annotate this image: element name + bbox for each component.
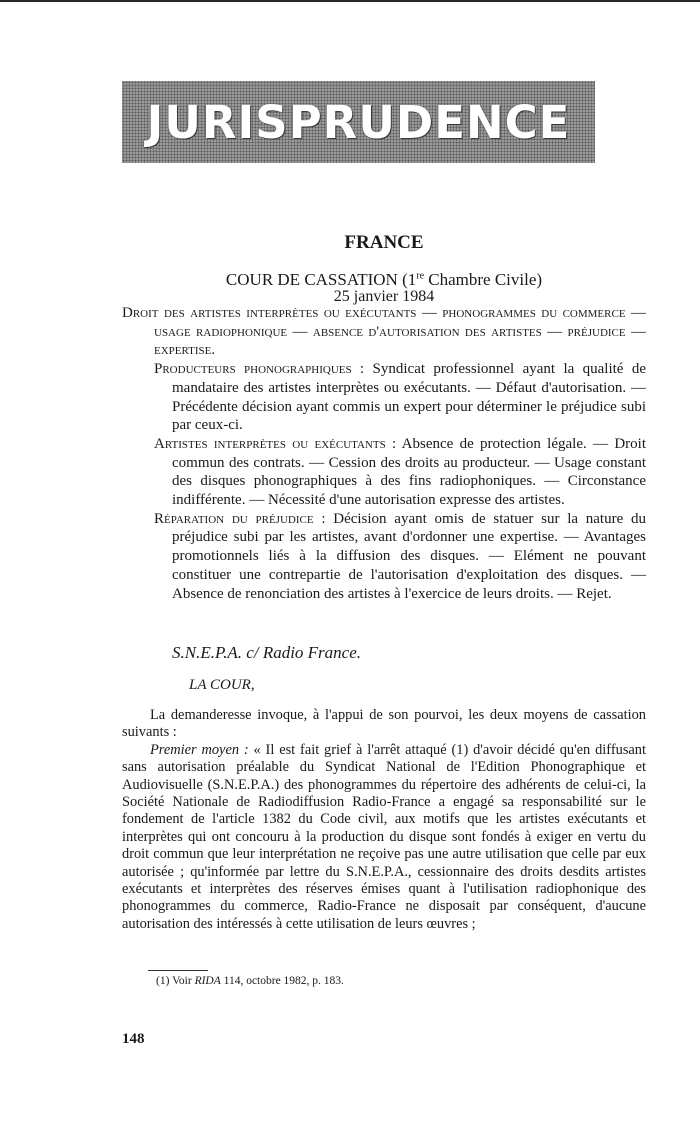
footnote	[122, 975, 680, 987]
court-chamber: Chambre Civile)	[424, 270, 543, 289]
section-banner	[122, 81, 595, 163]
section-title: JURISPRUDENCE	[146, 95, 571, 149]
judgment-body	[122, 707, 646, 933]
summary-item	[122, 360, 646, 435]
case-parties: S.N.E.P.A. c/ Radio France.	[172, 643, 362, 662]
summary-item-text: : Syndicat professionnel ayant la qualité de mandataire des artistes interprètes ou exécutants. — Défaut d'autorisation. — Précédente décision ayant commis un expert pour déterminer le préjudice subi par ceux-ci.	[172, 361, 646, 434]
body-paragraph: La demanderesse invoque, à l'appui de son pourvoi, les deux moyens de cassation suivants :	[122, 707, 646, 741]
summary-item-keyword: Artistes interprètes ou exécutants	[154, 435, 386, 452]
summary-headnote	[122, 304, 646, 360]
summary-keywords: Droit des artistes interprètes ou exécutants — phonogrammes du commerce — usage radiophonique — absence d'autorisation des artistes — préjudice — expertise.	[122, 305, 646, 359]
moyen-text: « Il est fait grief à l'arrêt attaqué (1) d'avoir décidé qu'en diffusant sans autorisation préalable du Syndicat National de l'Edition Phonographique et Audiovisuelle (S.N.E.P.A.) des phonogrammes du répertoire des adhérents de celui-ci, la Société Nationale de Radiodiffusion Radio-France a engagé sa responsabilité sur le fondement de l'article 1382 du Code civil, aux motifs que les artistes exécutants et interprètes qui ont concouru à la production du disque sont fondés à exiger en vertu du droit commun que leur interprétation ne reçoive pas une autre utilisation que celle par eux autorisée ; qu'informée par lettre du S.N.E.P.A., cessionnaire des droits desdits artistes exécutants et interprètes des réserves émises quant à l'utilisation radiophonique des phonogrammes du commerce, Radio-France ne disposait par conséquent, d'aucune autorisation des intéressés à cette utilisation de leurs œuvres ;	[122, 741, 646, 932]
decision-date: 25 janvier 1984	[333, 288, 435, 305]
country-heading: FRANCE	[344, 232, 424, 253]
court-ordinal: re	[416, 270, 425, 282]
court-heading	[122, 270, 646, 290]
footnote-journal: RIDA	[194, 975, 221, 987]
summary-item-text: : Absence de protection légale. — Droit commun des contrats. — Cession des droits au producteur. — Usage constant des disques phonographiques à des fins radiophoniques. — Circonstance indifférente. — Nécessité d'une autorisation expresse des artistes.	[172, 435, 646, 509]
top-rule	[0, 0, 700, 2]
page-number: 148	[122, 1031, 145, 1047]
moyen-label: Premier moyen :	[150, 741, 249, 758]
summary-item	[122, 510, 646, 604]
summary-block	[122, 304, 646, 603]
summary-item-text: : Décision ayant omis de statuer sur la nature du préjudice subi par les artistes, avant d'ordonner une expertise. — Avantages promotionnels liés à la diffusion des disques. — Elément ne pouvant constituer une contrepartie de l'autorisation d'exploitation des disques. — Absence de renonciation des artistes à l'exercice de leurs droits. — Rejet.	[172, 510, 646, 602]
court-name: COUR DE CASSATION (1	[225, 270, 417, 289]
footnote-rule	[148, 970, 208, 971]
body-paragraph	[122, 742, 646, 933]
footnote-suffix: 114, octobre 1982, p. 183.	[220, 975, 344, 987]
footnote-prefix: (1) Voir	[156, 975, 195, 987]
la-cour-heading: LA COUR,	[189, 677, 255, 693]
summary-item-keyword: Producteurs phonographiques	[154, 361, 352, 378]
summary-item	[122, 435, 646, 510]
summary-item-keyword: Réparation du préjudice	[154, 510, 314, 527]
